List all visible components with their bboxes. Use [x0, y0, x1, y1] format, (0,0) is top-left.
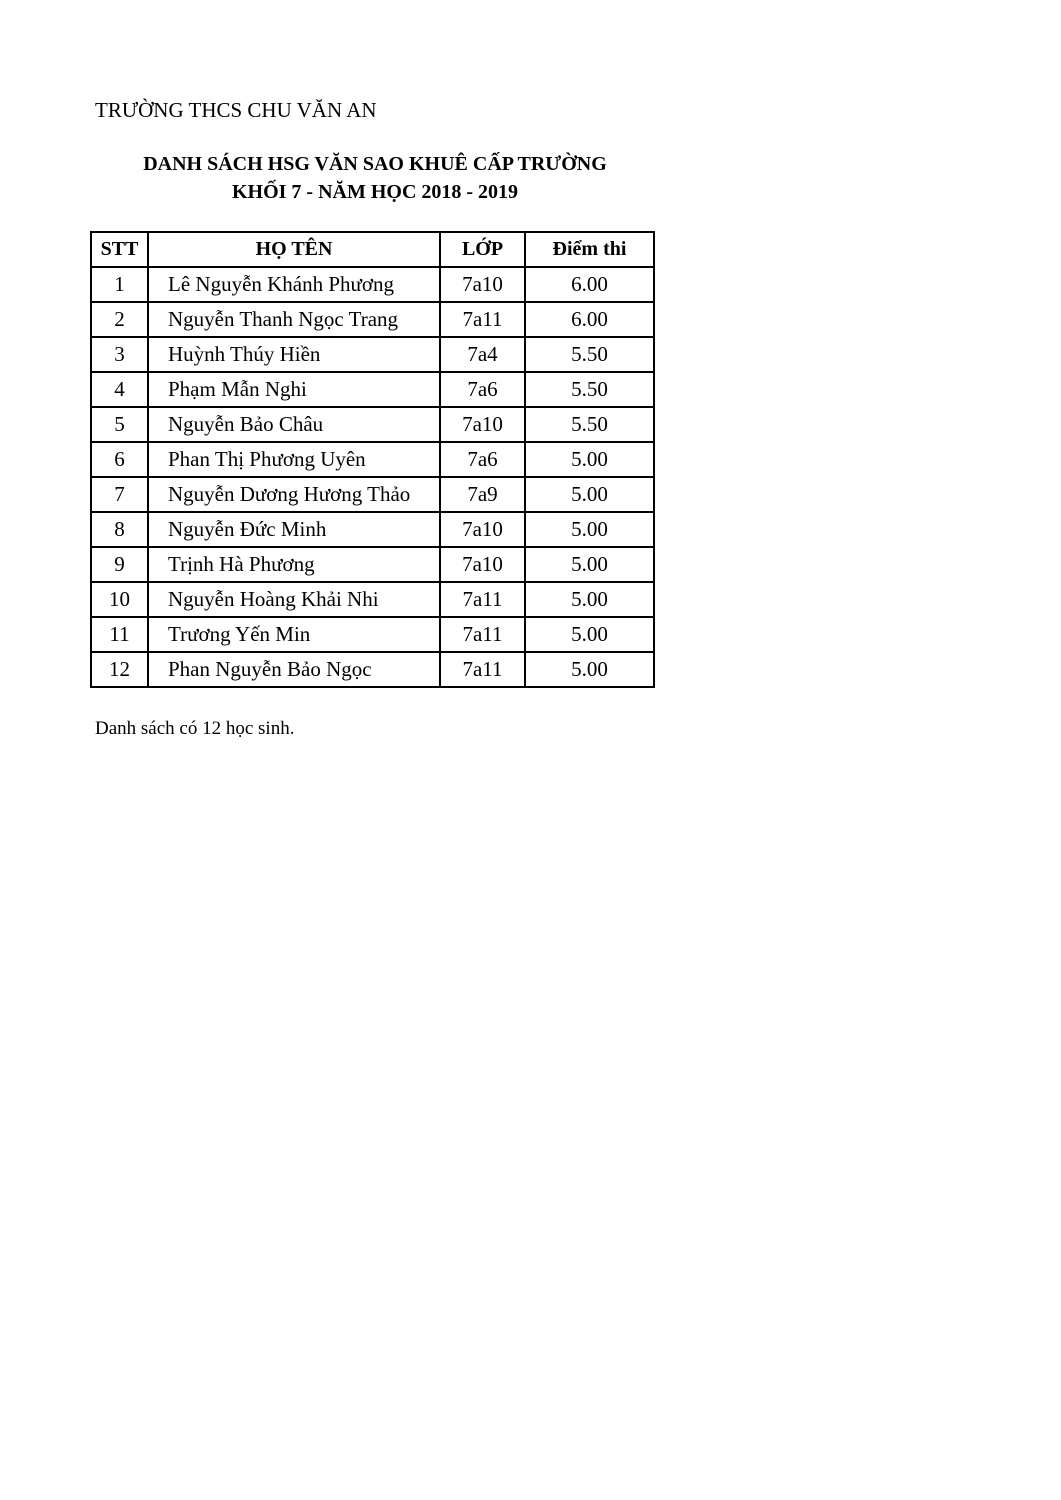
- exam-score: 5.00: [525, 442, 654, 477]
- row-number: 1: [91, 267, 148, 302]
- exam-score: 5.00: [525, 652, 654, 687]
- class-name: 7a4: [440, 337, 525, 372]
- table-row: [91, 407, 654, 442]
- table-header-row: [91, 232, 654, 267]
- student-name: Phan Thị Phương Uyên: [148, 442, 440, 477]
- table-row: [91, 267, 654, 302]
- school-name: TRƯỜNG THCS CHU VĂN AN: [95, 98, 377, 122]
- row-number: 8: [91, 512, 148, 547]
- row-number: 4: [91, 372, 148, 407]
- class-name: 7a10: [440, 267, 525, 302]
- row-number: 12: [91, 652, 148, 687]
- row-number: 10: [91, 582, 148, 617]
- student-name: Nguyễn Bảo Châu: [148, 407, 440, 442]
- class-name: 7a10: [440, 407, 525, 442]
- table-row: [91, 372, 654, 407]
- row-number: 5: [91, 407, 148, 442]
- student-name: Huỳnh Thúy Hiền: [148, 337, 440, 372]
- column-header-class: LỚP: [440, 232, 525, 267]
- student-name: Lê Nguyễn Khánh Phương: [148, 267, 440, 302]
- student-name: Trịnh Hà Phương: [148, 547, 440, 582]
- class-name: 7a6: [440, 442, 525, 477]
- class-name: 7a11: [440, 302, 525, 337]
- table-row: [91, 302, 654, 337]
- row-number: 3: [91, 337, 148, 372]
- table-row: [91, 337, 654, 372]
- table-row: [91, 477, 654, 512]
- exam-score: 6.00: [525, 302, 654, 337]
- class-name: 7a9: [440, 477, 525, 512]
- class-name: 7a6: [440, 372, 525, 407]
- student-count-note: Danh sách có 12 học sinh.: [95, 718, 295, 739]
- student-name: Nguyễn Thanh Ngọc Trang: [148, 302, 440, 337]
- exam-score: 6.00: [525, 267, 654, 302]
- document-subtitle: KHỐI 7 - NĂM HỌC 2018 - 2019: [231, 181, 519, 203]
- class-name: 7a10: [440, 512, 525, 547]
- student-name: Nguyễn Đức Minh: [148, 512, 440, 547]
- row-number: 7: [91, 477, 148, 512]
- exam-score: 5.50: [525, 337, 654, 372]
- student-table: [90, 231, 655, 688]
- class-name: 7a11: [440, 582, 525, 617]
- exam-score: 5.00: [525, 512, 654, 547]
- exam-score: 5.50: [525, 372, 654, 407]
- student-name: Phan Nguyễn Bảo Ngọc: [148, 652, 440, 687]
- exam-score: 5.00: [525, 547, 654, 582]
- class-name: 7a11: [440, 652, 525, 687]
- document-title: DANH SÁCH HSG VĂN SAO KHUÊ CẤP TRƯỜNG: [143, 153, 607, 175]
- table-row: [91, 547, 654, 582]
- table-row: [91, 617, 654, 652]
- row-number: 11: [91, 617, 148, 652]
- row-number: 6: [91, 442, 148, 477]
- student-name: Phạm Mẫn Nghi: [148, 372, 440, 407]
- table-row: [91, 582, 654, 617]
- row-number: 2: [91, 302, 148, 337]
- class-name: 7a11: [440, 617, 525, 652]
- student-name: Nguyễn Hoàng Khải Nhi: [148, 582, 440, 617]
- column-header-name: HỌ TÊN: [148, 232, 440, 267]
- student-name: Trương Yến Min: [148, 617, 440, 652]
- exam-score: 5.00: [525, 582, 654, 617]
- exam-score: 5.00: [525, 617, 654, 652]
- exam-score: 5.50: [525, 407, 654, 442]
- table-row: [91, 512, 654, 547]
- column-header-stt: STT: [91, 232, 148, 267]
- table-row: [91, 442, 654, 477]
- table-body: [91, 267, 654, 687]
- student-name: Nguyễn Dương Hương Thảo: [148, 477, 440, 512]
- class-name: 7a10: [440, 547, 525, 582]
- exam-score: 5.00: [525, 477, 654, 512]
- row-number: 9: [91, 547, 148, 582]
- table-row: [91, 652, 654, 687]
- column-header-score: Điểm thi: [525, 232, 654, 267]
